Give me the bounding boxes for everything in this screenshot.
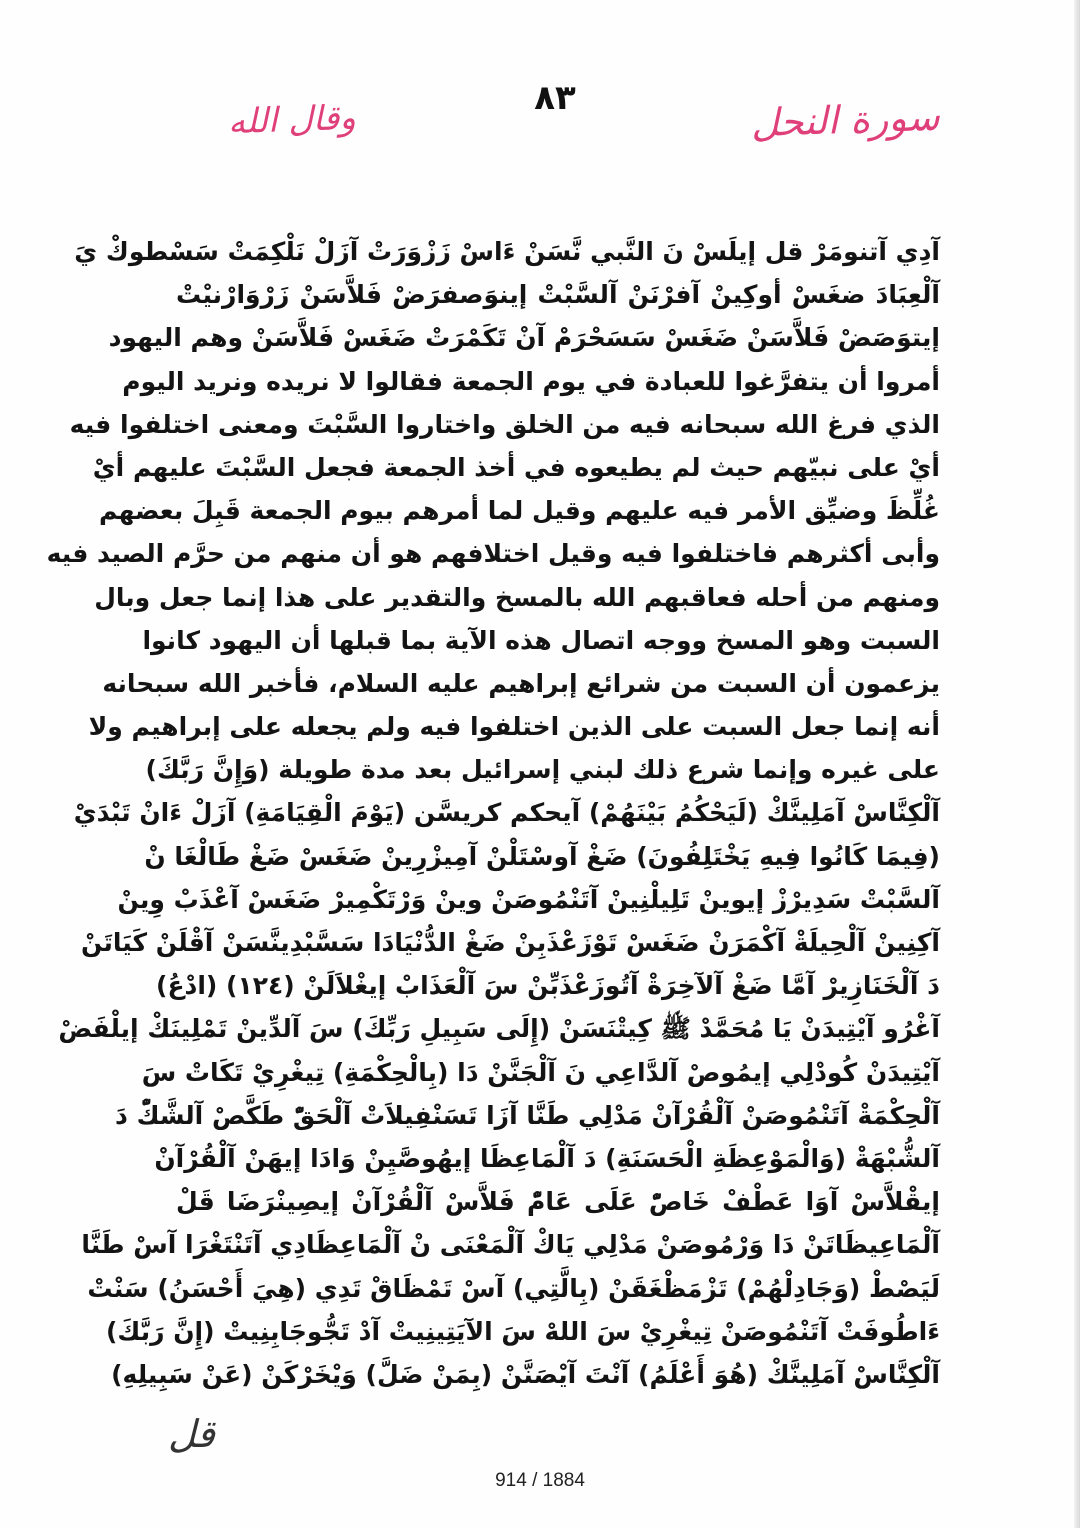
text-line: آلْكِنَّاسْ آمَلِينَّكْ (لَيَحْكُمُ بَيْنَهُمْ) آيحكم كريسَّن (يَوْمَ الْقِيَامَةِ) آزَلْ ءَانْ تَبْدَيْ <box>73 798 940 828</box>
page-number: ٨٣ <box>534 78 576 118</box>
text-line: إيقْلاَّسْ آوَا عَطْفْ خَاصّْ عَلَى عَامّْ فَلاَّسْ آلْقُرْآنْ إيصِينْرَضَا قَلْ <box>176 1187 940 1217</box>
text-line: آلْحِكْمَةْ آتَنْمُوصَنْ آلْقُرْآنْ مَدْلِي طَنَّا آزَا تَسَنْفِيلاَتْ آلْحَقّْ طَكَّصْ آلشَّكّْ دَ <box>115 1100 940 1130</box>
text-line: إيتوَصَضْ فَلاَّسَنْ ضَغَسْ سَسَحْرَمْ آنْ تَكَمْرَتْ ضَغَسْ فَلاَّسَنْ وهم اليهود <box>108 323 940 353</box>
text-line: وأبى أكثرهم فاختلفوا فيه وقيل اختلافهم هو أن منهم من حرَّم الصيد فيه <box>46 539 940 569</box>
text-line: آغْرُو آيْتِيدَنْ يَا مُحَمَّدْ ﷺ كِيتْنَسَنْ (إِلَى سَبِيلِ رَبِّكَ) سَ آلدِّينْ تَمْلِينَكْ إيلْفَضْ <box>58 1014 940 1044</box>
text-line: الذي فرغ الله سبحانه فيه من الخلق واختاروا السَّبْتَ ومعنى اختلفوا فيه <box>69 409 940 439</box>
text-line: آلْكِنَّاسْ آمَلِينَّكْ (هُوَ أَعْلَمُ) آنْتَ آيْصَنَّنْ (بِمَنْ ضَلَّ) وَيْخَرْكَنْ (عَنْ سَبِيلِهِ) <box>111 1359 940 1389</box>
text-line: أمروا أن يتفرَّغوا للعبادة في يوم الجمعة فقالوا لا نريده ونريد اليوم <box>122 366 940 396</box>
text-line: آدِي آتنومَرْ قل إيلَسْ نَ النَّبي نَّسَنْ ءَاسْ زَزْوَرَتْ آزَلْ نَلْكِمَتْ سَسْطوكْ يَ <box>74 237 940 266</box>
text-line: (فِيمَا كَانُوا فِيهِ يَخْتَلِفُونَ) ضَغْ آوسْتَلْنْ آمِيزْرِينْ ضَغَسْ ضَغْ طَالْغَا نْ <box>144 841 940 871</box>
text-line: آلسَّبْتْ سَدِيرْزْ إيوينْ تَلِيلْنِينْ آتَنْمُوصَنْ وينْ وَرْتَكْمِيرْ ضَغَسْ آعْذَبْ وِينْ <box>117 884 940 914</box>
text-line: ومنهم من أحله فعاقبهم الله بالمسخ والتقدير على هذا إنما جعل وبال <box>94 582 940 612</box>
handwritten-catchword: قل <box>168 1412 215 1456</box>
text-line: آلْعِبَادَ ضغَسْ أوكِينْ آفرْنَنْ آلسَّبْتْ إينوَصفرَضْ فَلاَّسَنْ زَرْوَارْنيْتْ <box>176 280 940 310</box>
text-line: لَيَصْطْ (وَجَادِلْهُمْ) تَزْمَظْغَقَنْ (بِالَّتِي) آسْ تَمْظَاقْ تَدِي (هِيَ أَحْسَنُ) سَنْتْ <box>87 1273 940 1303</box>
text-line: على غيره وإنما شرع ذلك لبني إسرائيل بعد مدة طويلة (وَإِنَّ رَبَّكَ) <box>145 755 940 785</box>
handwritten-surah-note: سورة النحل <box>750 94 941 146</box>
scan-edge-shadow <box>1074 0 1080 1528</box>
text-line: ءَاطُوفَتْ آتَنْمُوصَنْ تِيغْرِيْ سَ اللهْ سَ الآيَتِينِيتْ آدْ تَجُّوجَابِنِيتْ (إِنَّ رَبَّكَ) <box>106 1316 940 1346</box>
text-line: آكِنِينْ آلْحِيلَةْ آكْمَرَنْ ضَغَسْ تَوْزَعْذَبِنْ ضَغْ الدُّنْيَادَا سَسَّبْدِينَّسَنْ آقْلَنْ كَيَاتَنْ <box>81 928 940 957</box>
text-line: أنه إنما جعل السبت على الذين اختلفوا فيه ولم يجعله على إبراهيم ولا <box>88 712 940 742</box>
page-counter: 914 / 1884 <box>495 1470 585 1491</box>
handwritten-verse-note: وقال الله <box>227 97 357 143</box>
text-line: غُلِّظَ وضيِّق الأمر فيه عليهم وقيل لما أمرهم بيوم الجمعة قَبِلَ بعضهم <box>98 496 940 526</box>
body-text <box>46 230 940 1396</box>
text-line: السبت وهو المسخ ووجه اتصال هذه الآية بما قبلها أن اليهود كانوا <box>142 625 940 655</box>
text-line: يزعمون أن السبت من شرائع إبراهيم عليه السلام، فأخبر الله سبحانه <box>102 668 940 698</box>
text-line: آيْتِيدَنْ كُودْلِي إيمُوصْ آلدَّاعِي نَ آلْجَنَّنْ دَا (بِالْحِكْمَةِ) تِيغْرِيْ تَكَاتْ سَ <box>141 1057 940 1087</box>
text-line: آلشُّبْهَةْ (وَالْمَوْعِظَةِ الْحَسَنَةِ) دَ آلْمَاعِظَا إيهُوصَّيِنْ وَادَا إيهَنْ آلْقُرْآنْ <box>154 1143 940 1173</box>
text-line: آلْمَاعِيظَاتَنْ دَا وَرْمُوصَنْ مَدْلِي يَاكْ آلْمَعْنَى نْ آلْمَاعِظَادِي آتَنْتَغْرَا آسْ طَنَّا <box>81 1230 940 1260</box>
text-line: أيْ على نبيّهم حيث لم يطيعوه في أخذ الجمعة فجعل السَّبْتَ عليهم أيْ <box>92 452 940 482</box>
text-line: دَ آلْخَنَازِيرْ آمَّا ضَغْ آلآخِرَةْ آتُوزَعْذَبِّنْ سَ آلْعَذَابْ إيغْلاَلَنْ (١٢٤) (ادْعُ) <box>156 971 940 1001</box>
